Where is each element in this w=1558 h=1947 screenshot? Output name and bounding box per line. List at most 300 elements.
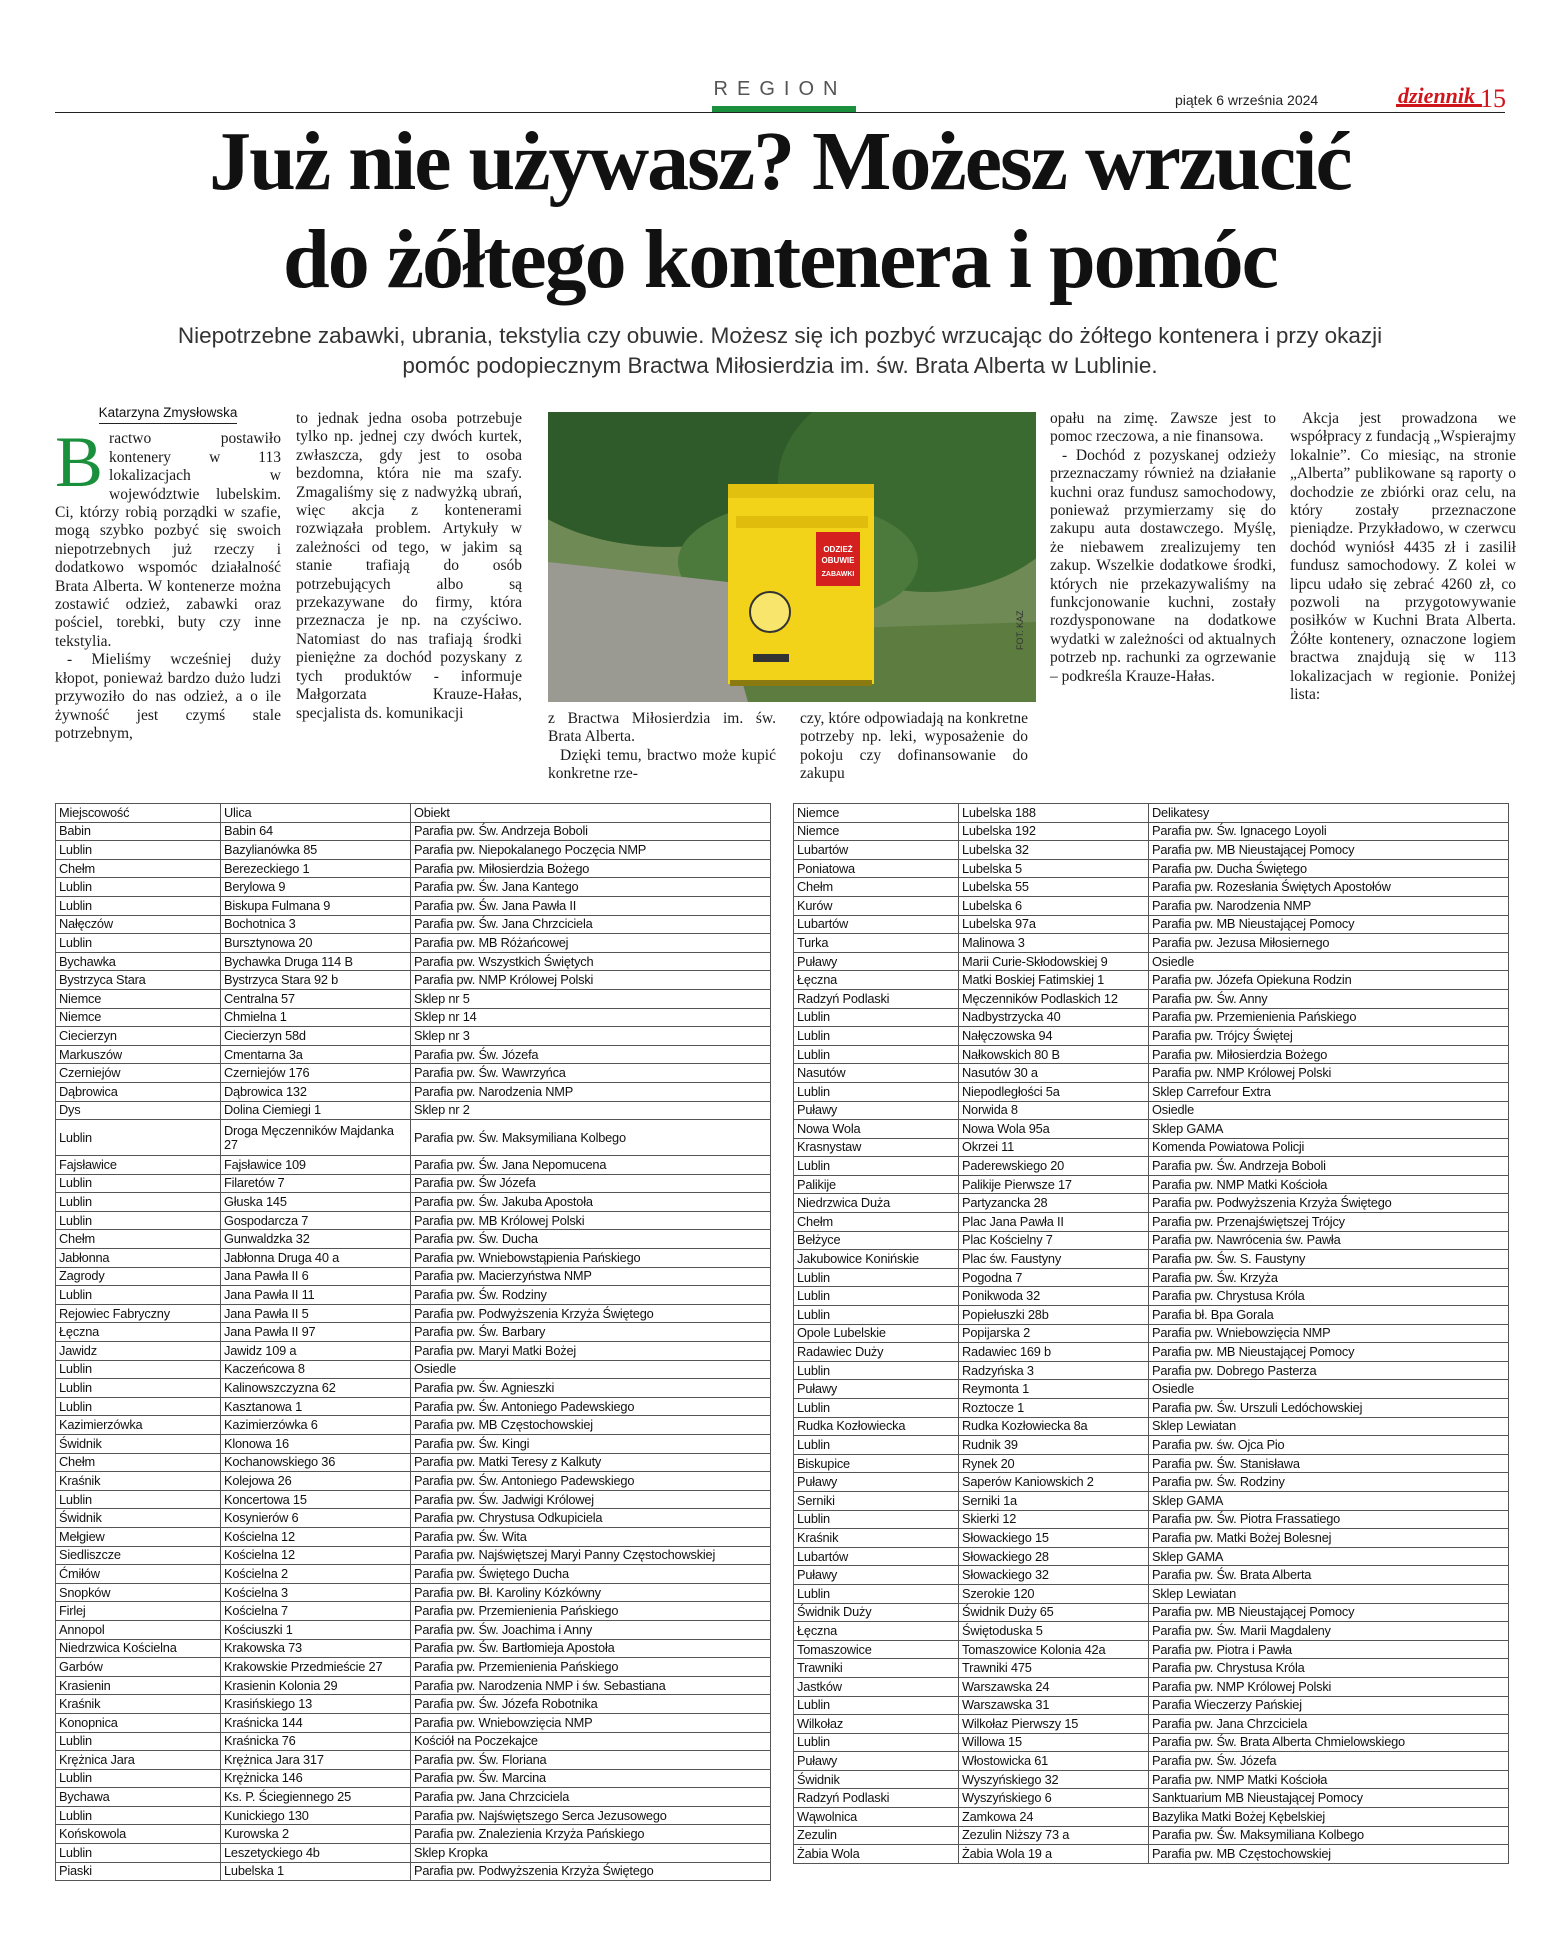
- cell-street: Marii Curie-Skłodowskiej 9: [959, 952, 1149, 971]
- cell-place: Sklep Kropka: [411, 1844, 771, 1863]
- cell-town: Niemce: [56, 1008, 221, 1027]
- table-row: [56, 1713, 771, 1732]
- cell-place: Parafia pw. Św. Andrzeja Boboli: [411, 822, 771, 841]
- cell-street: Głuska 145: [221, 1193, 411, 1212]
- cell-place: Parafia pw. Przemienienia Pańskiego: [411, 1602, 771, 1621]
- table-row: [794, 1120, 1509, 1139]
- cell-town: Piaski: [56, 1862, 221, 1881]
- cell-place: Parafia pw. Św. Jakuba Apostoła: [411, 1193, 771, 1212]
- cell-town: Lublin: [794, 1045, 959, 1064]
- table-row: [794, 1510, 1509, 1529]
- table-row: [794, 1008, 1509, 1027]
- cell-place: Parafia pw. Jana Chrzciciela: [1149, 1715, 1509, 1734]
- table-row: [794, 1027, 1509, 1046]
- cell-town: Wilkołaz: [794, 1715, 959, 1734]
- article-paragraph: to jednak jedna osoba potrzebuje tylko np. jednej czy dwóch kurtek, zwłaszcza, gdy jest to osoba bezdomna, która nie ma szafy. Zmagaliśmy się z nadwyżką ubrań, więc akcja z kontenerami rozwiązała problem. Artykuły w zależności od tego, w jakim są stanie trafiają do osób potrzebujących albo są przekazywane do firmy, która przeznacza je np. na czyściwo. Natomiast do nas trafiają środki pieniężne za dochód pozyskany z tych produktów - informuje Małgorzata Krauze-Hałas, specjalista ds. komunikacji: [296, 410, 522, 722]
- table-row: [794, 934, 1509, 953]
- cell-street: Wilkołaz Pierwszy 15: [959, 1715, 1149, 1734]
- cell-place: Parafia pw. Chrystusa Króla: [1149, 1659, 1509, 1678]
- cell-street: Rynek 20: [959, 1454, 1149, 1473]
- cell-town: Dąbrowica: [56, 1082, 221, 1101]
- cell-place: Parafia pw. Św. Maksymiliana Kolbego: [1149, 1826, 1509, 1845]
- article-column-5: [1050, 410, 1276, 686]
- cell-town: Lublin: [56, 1379, 221, 1398]
- cell-town: Lubartów: [794, 915, 959, 934]
- table-row: [56, 1249, 771, 1268]
- cell-place: Parafia pw. Narodzenia NMP: [1149, 896, 1509, 915]
- cell-street: Babin 64: [221, 822, 411, 841]
- cell-place: Parafia pw. Najświętszej Maryi Panny Częstochowskiej: [411, 1546, 771, 1565]
- cell-place: Parafia pw. Św. Antoniego Padewskiego: [411, 1472, 771, 1491]
- article-paragraph: Akcja jest prowadzona we współpracy z fundacją „Wspierajmy lokalnie”. Co miesiąc, na stronie „Alberta” publikowane są raporty o dochodzie ze zbiórki oraz celu, na który zostały przeznaczone pieniądze. Przykładowo, w czerwcu dochód wyniósł 4435 zł i zasilił fundusz samochodowy. Z kolei w lipcu udało się zebrać 4260 zł, co pozwoli na przygotowywanie posiłków w Kuchni Brata Alberta. Żółte kontenery, oznaczone logiem bractwa znajdują się w 113 lokalizacjach w regionie. Poniżej lista:: [1290, 410, 1516, 704]
- table-row: [56, 1676, 771, 1695]
- cell-street: Jabłonna Druga 40 a: [221, 1249, 411, 1268]
- cell-street: Kolejowa 26: [221, 1472, 411, 1491]
- cell-street: Rudka Kozłowiecka 8a: [959, 1417, 1149, 1436]
- cell-town: Opole Lubelskie: [794, 1324, 959, 1343]
- cell-place: Sklep Carrefour Extra: [1149, 1082, 1509, 1101]
- cell-town: Lublin: [56, 1120, 221, 1156]
- cell-place: Parafia pw. Św. Bartłomieja Apostoła: [411, 1639, 771, 1658]
- cell-place: Parafia pw. Miłosierdzia Bożego: [1149, 1045, 1509, 1064]
- cell-street: Ciecierzyn 58d: [221, 1027, 411, 1046]
- cell-town: Kazimierzówka: [56, 1416, 221, 1435]
- article-paragraph: opału na zimę. Zawsze jest to pomoc rzeczowa, a nie finansowa.: [1050, 410, 1276, 446]
- drop-cap: B: [55, 422, 104, 503]
- cell-street: Gunwaldzka 32: [221, 1230, 411, 1249]
- cell-town: Radzyń Podlaski: [794, 989, 959, 1008]
- cell-place: Parafia pw. Św. Piotra Frassatiego: [1149, 1510, 1509, 1529]
- cell-town: Lublin: [56, 1193, 221, 1212]
- cell-street: Centralna 57: [221, 989, 411, 1008]
- cell-town: Lubartów: [794, 841, 959, 860]
- cell-street: Krężnicka 146: [221, 1769, 411, 1788]
- cell-street: Kraśnicka 76: [221, 1732, 411, 1751]
- cell-town: Lubartów: [794, 1547, 959, 1566]
- cell-town: Świdnik: [56, 1509, 221, 1528]
- cell-place: Parafia pw. Św. Brata Alberta: [1149, 1566, 1509, 1585]
- cell-place: Parafia pw. Matki Bożej Bolesnej: [1149, 1529, 1509, 1548]
- cell-town: Niemce: [794, 822, 959, 841]
- cell-street: Krakowska 73: [221, 1639, 411, 1658]
- cell-place: Sklep GAMA: [1149, 1120, 1509, 1139]
- cell-town: Radawiec Duży: [794, 1343, 959, 1362]
- table-row: [794, 822, 1509, 841]
- cell-town: Niedrzwica Kościelna: [56, 1639, 221, 1658]
- table-row: [794, 1361, 1509, 1380]
- cell-place: Parafia pw. Św. Jana Chrzciciela: [411, 915, 771, 934]
- table-row: [56, 1267, 771, 1286]
- cell-place: Sklep Lewiatan: [1149, 1584, 1509, 1603]
- cell-town: Lublin: [56, 1211, 221, 1230]
- cell-street: Tomaszowice Kolonia 42a: [959, 1640, 1149, 1659]
- table-row: [794, 915, 1509, 934]
- table-row: [794, 1491, 1509, 1510]
- cell-place: Parafia pw. Podwyższenia Krzyża Świętego: [1149, 1194, 1509, 1213]
- table-row: [56, 1027, 771, 1046]
- table-row: [794, 1213, 1509, 1232]
- cell-street: Lubelska 188: [959, 804, 1149, 823]
- cell-street: Lubelska 1: [221, 1862, 411, 1881]
- article-paragraph: czy, które odpowiadają na konkretne potrzeby np. leki, wyposażenie do pokoju czy dofinansowanie do zakupu: [800, 710, 1028, 783]
- cell-town: Firlej: [56, 1602, 221, 1621]
- table-row: [794, 1157, 1509, 1176]
- table-row: [794, 1436, 1509, 1455]
- cell-town: Lublin: [794, 1268, 959, 1287]
- cell-street: Kościelna 2: [221, 1565, 411, 1584]
- cell-street: Jana Pawła II 11: [221, 1286, 411, 1305]
- cell-town: Chełm: [794, 1213, 959, 1232]
- cell-place: Sklep nr 14: [411, 1008, 771, 1027]
- cell-town: Chełm: [56, 1230, 221, 1249]
- cell-street: Fajsławice 109: [221, 1156, 411, 1175]
- cell-place: Parafia pw. Miłosierdzia Bożego: [411, 859, 771, 878]
- cell-street: Rudnik 39: [959, 1436, 1149, 1455]
- table-row: [56, 1379, 771, 1398]
- cell-street: Okrzei 11: [959, 1138, 1149, 1157]
- cell-street: Nadbystrzycka 40: [959, 1008, 1149, 1027]
- table-row: [56, 1453, 771, 1472]
- cell-street: Czerniejów 176: [221, 1064, 411, 1083]
- cell-street: Plac Kościelny 7: [959, 1231, 1149, 1250]
- table-row: [794, 1101, 1509, 1120]
- table-row: [794, 1082, 1509, 1101]
- cell-street: Kasztanowa 1: [221, 1397, 411, 1416]
- issue-date: piątek 6 września 2024: [1175, 92, 1319, 108]
- cell-town: Turka: [794, 934, 959, 953]
- cell-town: Puławy: [794, 1566, 959, 1585]
- cell-street: Palikije Pierwsze 17: [959, 1175, 1149, 1194]
- cell-town: Lublin: [794, 1361, 959, 1380]
- cell-town: Serniki: [794, 1491, 959, 1510]
- cell-street: Słowackiego 15: [959, 1529, 1149, 1548]
- cell-place: Parafia pw. Św. Stanisława: [1149, 1454, 1509, 1473]
- cell-town: Lublin: [794, 1399, 959, 1418]
- cell-street: Reymonta 1: [959, 1380, 1149, 1399]
- cell-place: Kościół na Poczekajce: [411, 1732, 771, 1751]
- cell-street: Lubelska 5: [959, 859, 1149, 878]
- cell-street: Dąbrowica 132: [221, 1082, 411, 1101]
- table-row: [794, 1194, 1509, 1213]
- table-row: [56, 1342, 771, 1361]
- table-row: [56, 1490, 771, 1509]
- table-row: [56, 1174, 771, 1193]
- cell-place: Parafia pw. MB Królowej Polski: [411, 1211, 771, 1230]
- cell-town: Kurów: [794, 896, 959, 915]
- cell-street: Nowa Wola 95a: [959, 1120, 1149, 1139]
- cell-place: Parafia pw. Maryi Matki Bożej: [411, 1342, 771, 1361]
- table-row: [56, 1008, 771, 1027]
- cell-street: Bazylianówka 85: [221, 841, 411, 860]
- cell-place: Parafia pw. MB Częstochowskiej: [411, 1416, 771, 1435]
- cell-place: Sklep nr 3: [411, 1027, 771, 1046]
- cell-place: Parafia pw. Św. Ducha: [411, 1230, 771, 1249]
- cell-place: Parafia pw. Św. Joachima i Anny: [411, 1620, 771, 1639]
- location-table-right: [793, 803, 1509, 1864]
- table-row: [794, 1770, 1509, 1789]
- table-row: [56, 1788, 771, 1807]
- cell-street: Roztocze 1: [959, 1399, 1149, 1418]
- container-slot: [736, 516, 868, 528]
- cell-town: Lublin: [56, 1286, 221, 1305]
- cell-street: Kurowska 2: [221, 1825, 411, 1844]
- cell-town: Lublin: [794, 1733, 959, 1752]
- cell-place: Parafia pw. MB Różańcowej: [411, 934, 771, 953]
- cell-street: Radzyńska 3: [959, 1361, 1149, 1380]
- cell-place: Sklep GAMA: [1149, 1547, 1509, 1566]
- table-row: [794, 1175, 1509, 1194]
- cell-town: Lublin: [794, 1306, 959, 1325]
- cell-place: Parafia pw. Św. Jadwigi Królowej: [411, 1490, 771, 1509]
- cell-street: Krężnica Jara 317: [221, 1751, 411, 1770]
- cell-place: Parafia pw. Św. Jana Pawła II: [411, 896, 771, 915]
- cell-town: Rudka Kozłowiecka: [794, 1417, 959, 1436]
- table-row: [56, 1751, 771, 1770]
- cell-town: Lublin: [56, 1844, 221, 1863]
- table-row: [794, 1138, 1509, 1157]
- cell-place: Parafia pw. Św. Kingi: [411, 1435, 771, 1454]
- section-label: REGION: [713, 78, 847, 100]
- cell-street: Gospodarcza 7: [221, 1211, 411, 1230]
- headline-line-1: Już nie używasz? Możesz wrzucić: [209, 115, 1351, 208]
- cell-town: Łęczna: [794, 971, 959, 990]
- cell-street: Lubelska 32: [959, 841, 1149, 860]
- table-row: [56, 1806, 771, 1825]
- cell-town: Lublin: [56, 841, 221, 860]
- table-row: [56, 1435, 771, 1454]
- cell-street: Warszawska 31: [959, 1696, 1149, 1715]
- table-row: [56, 971, 771, 990]
- table-row: [56, 1583, 771, 1602]
- cell-place: Sklep GAMA: [1149, 1491, 1509, 1510]
- table-row: [794, 1640, 1509, 1659]
- table-row: [56, 1639, 771, 1658]
- article-column-3: [548, 710, 776, 784]
- table-row: [794, 1306, 1509, 1325]
- table-row: [56, 1397, 771, 1416]
- cell-town: Biskupice: [794, 1454, 959, 1473]
- article-column-2: [296, 410, 522, 723]
- cell-street: Kościelna 3: [221, 1583, 411, 1602]
- cell-town: Tomaszowice: [794, 1640, 959, 1659]
- cell-street: Jawidz 109 a: [221, 1342, 411, 1361]
- cell-place: Parafia pw. NMP Królowej Polski: [411, 971, 771, 990]
- cell-street: Biskupa Fulmana 9: [221, 896, 411, 915]
- cell-town: Krasienin: [56, 1676, 221, 1695]
- cell-street: Cmentarna 3a: [221, 1045, 411, 1064]
- cell-street: Ks. P. Ściegiennego 25: [221, 1788, 411, 1807]
- cell-town: Lublin: [794, 1436, 959, 1455]
- photo-credit: FOT. KAZ: [1015, 610, 1025, 650]
- cell-place: Delikatesy: [1149, 804, 1509, 823]
- cell-town: Siedliszcze: [56, 1546, 221, 1565]
- cell-street: Kościelna 12: [221, 1527, 411, 1546]
- cell-town: Palikije: [794, 1175, 959, 1194]
- cell-town: Bychawka: [56, 952, 221, 971]
- cell-town: Puławy: [794, 1380, 959, 1399]
- photo-svg: [548, 412, 1036, 702]
- cell-place: Parafia pw. Piotra i Pawła: [1149, 1640, 1509, 1659]
- cell-street: Słowackiego 32: [959, 1566, 1149, 1585]
- cell-town: Babin: [56, 822, 221, 841]
- table-row: [56, 1064, 771, 1083]
- cell-street: Kosynierów 6: [221, 1509, 411, 1528]
- cell-town: Lublin: [794, 1696, 959, 1715]
- cell-place: Parafia pw. Wniebowstąpienia Pańskiego: [411, 1249, 771, 1268]
- cell-place: Parafia pw. Nawrócenia św. Pawła: [1149, 1231, 1509, 1250]
- cell-street: Nałkowskich 80 B: [959, 1045, 1149, 1064]
- table-row: [56, 1472, 771, 1491]
- cell-place: Osiedle: [1149, 1380, 1509, 1399]
- cell-town: Poniatowa: [794, 859, 959, 878]
- cell-street: Trawniki 475: [959, 1659, 1149, 1678]
- cell-place: Parafia pw. Najświętszego Serca Jezusowego: [411, 1806, 771, 1825]
- table-row: [56, 1509, 771, 1528]
- cell-place: Osiedle: [411, 1360, 771, 1379]
- byline: Katarzyna Zmysłowska: [99, 404, 238, 424]
- cell-street: Berylowa 9: [221, 878, 411, 897]
- cell-town: Bychawa: [56, 1788, 221, 1807]
- cell-town: Kraśnik: [794, 1529, 959, 1548]
- cell-street: Zamkowa 24: [959, 1808, 1149, 1827]
- cell-street: Kościuszki 1: [221, 1620, 411, 1639]
- table-row: [794, 1845, 1509, 1864]
- cell-street: Niepodległości 5a: [959, 1082, 1149, 1101]
- cell-town: Niedrzwica Duża: [794, 1194, 959, 1213]
- cell-town: Ciecierzyn: [56, 1027, 221, 1046]
- cell-street: Kaczeńcowa 8: [221, 1360, 411, 1379]
- table-row: [56, 915, 771, 934]
- cell-street: Świętoduska 5: [959, 1622, 1149, 1641]
- cell-place: Parafia pw. Św. Anny: [1149, 989, 1509, 1008]
- cell-street: Nałęczowska 94: [959, 1027, 1149, 1046]
- cell-street: Chmielna 1: [221, 1008, 411, 1027]
- table-row: [794, 1064, 1509, 1083]
- cell-place: Parafia pw. Św. Marcina: [411, 1769, 771, 1788]
- cell-place: Parafia pw. Św. Krzyża: [1149, 1268, 1509, 1287]
- cell-town: Puławy: [794, 1473, 959, 1492]
- cell-place: Parafia pw. Jana Chrzciciela: [411, 1788, 771, 1807]
- cell-street: Słowackiego 28: [959, 1547, 1149, 1566]
- cell-street: Kalinowszczyzna 62: [221, 1379, 411, 1398]
- cell-town: Lublin: [794, 1584, 959, 1603]
- cell-street: Dolina Ciemiegi 1: [221, 1101, 411, 1120]
- cell-place: Sklep Lewiatan: [1149, 1417, 1509, 1436]
- cell-place: Parafia pw. Jezusa Miłosiernego: [1149, 934, 1509, 953]
- table-row: [794, 1287, 1509, 1306]
- cell-place: Parafia pw. Św. Rodziny: [1149, 1473, 1509, 1492]
- cell-place: Parafia pw. Macierzyństwa NMP: [411, 1267, 771, 1286]
- cell-street: Bochotnica 3: [221, 915, 411, 934]
- table-row: [56, 1286, 771, 1305]
- table-row: [56, 822, 771, 841]
- cell-place: Parafia pw. MB Nieustającej Pomocy: [1149, 915, 1509, 934]
- cell-town: Garbów: [56, 1658, 221, 1677]
- cell-street: Paderewskiego 20: [959, 1157, 1149, 1176]
- cell-place: Parafia Wieczerzy Pańskiej: [1149, 1696, 1509, 1715]
- cell-place: Parafia pw. Św. Wawrzyńca: [411, 1064, 771, 1083]
- container-logo: [750, 592, 790, 632]
- cell-town: Chełm: [56, 859, 221, 878]
- cell-town: Radzyń Podlaski: [794, 1789, 959, 1808]
- cell-town: Świdnik Duży: [794, 1603, 959, 1622]
- table-row: [56, 1045, 771, 1064]
- table-row: [56, 1082, 771, 1101]
- cell-place: Parafia pw. Chrystusa Odkupiciela: [411, 1509, 771, 1528]
- article-column-4: [800, 710, 1028, 784]
- cell-street: Willowa 15: [959, 1733, 1149, 1752]
- lead-line-2: pomóc podopiecznym Bractwa Miłosierdzia im. św. Brata Alberta w Lublinie.: [402, 353, 1158, 378]
- table-row: [794, 1473, 1509, 1492]
- table-row: [56, 1825, 771, 1844]
- cell-place: Sanktuarium MB Nieustającej Pomocy: [1149, 1789, 1509, 1808]
- table-row: [56, 934, 771, 953]
- cell-place: Parafia pw. Bł. Karoliny Kózkówny: [411, 1583, 771, 1602]
- table-row: [794, 1268, 1509, 1287]
- cell-town: Chełm: [794, 878, 959, 897]
- cell-town: Nasutów: [794, 1064, 959, 1083]
- cell-place: Parafia pw. Trójcy Świętej: [1149, 1027, 1509, 1046]
- cell-street: Malinowa 3: [959, 934, 1149, 953]
- cell-town: Świdnik: [56, 1435, 221, 1454]
- cell-street: Saperów Kaniowskich 2: [959, 1473, 1149, 1492]
- logo-text: dziennik: [1398, 83, 1476, 108]
- page-number: 15: [1480, 84, 1506, 113]
- cell-place: Parafia pw. Podwyższenia Krzyża Świętego: [411, 1304, 771, 1323]
- cell-town: Nowa Wola: [794, 1120, 959, 1139]
- cell-place: Parafia pw. NMP Matki Kościoła: [1149, 1770, 1509, 1789]
- cell-place: Parafia pw. Wszystkich Świętych: [411, 952, 771, 971]
- cell-town: Lublin: [794, 1082, 959, 1101]
- cell-town: Lublin: [56, 1732, 221, 1751]
- cell-town: Mełgiew: [56, 1527, 221, 1546]
- cell-street: Jana Pawła II 97: [221, 1323, 411, 1342]
- table-row: [794, 1808, 1509, 1827]
- cell-place: Parafia pw. Ducha Świętego: [1149, 859, 1509, 878]
- cell-town: Lublin: [794, 1008, 959, 1027]
- table-row: [794, 1659, 1509, 1678]
- location-table-left: [55, 803, 771, 1881]
- cell-place: Parafia pw. MB Nieustającej Pomocy: [1149, 841, 1509, 860]
- cell-place: Parafia pw. Wniebowzięcia NMP: [411, 1713, 771, 1732]
- cell-place: Parafia pw. Świętego Ducha: [411, 1565, 771, 1584]
- cell-place: Parafia pw. Św. Maksymiliana Kolbego: [411, 1120, 771, 1156]
- cell-street: Filaretów 7: [221, 1174, 411, 1193]
- cell-street: Ulica: [221, 804, 411, 823]
- cell-place: Parafia pw. MB Częstochowskiej: [1149, 1845, 1509, 1864]
- cell-place: Parafia pw. Św. Józefa: [1149, 1752, 1509, 1771]
- cell-street: Berezeckiego 1: [221, 859, 411, 878]
- cell-place: Parafia pw. Św. Jana Nepomucena: [411, 1156, 771, 1175]
- table-row: [56, 1602, 771, 1621]
- table-row: [56, 1360, 771, 1379]
- table-row: [794, 1677, 1509, 1696]
- cell-town: Jabłonna: [56, 1249, 221, 1268]
- cell-place: Parafia pw. Św. Józefa: [411, 1045, 771, 1064]
- article-paragraph: ractwo postawiło kontenery w 113 lokalizacjach w województwie lubelskim. Ci, którzy robią porządki w szafie, mogą szybko pozbyć się swoich niepotrzebnych już rzeczy i dodatkowo wspomóc działalność Brata Alberta. W kontenerze można zostawić odzież, zabawki oraz pościel, torebki, buty czy inne tekstylia.: [55, 430, 281, 650]
- table-row: [794, 1529, 1509, 1548]
- table-row: [794, 952, 1509, 971]
- cell-place: Parafia pw. Św. Urszuli Ledóchowskiej: [1149, 1399, 1509, 1418]
- cell-street: Ponikwoda 32: [959, 1287, 1149, 1306]
- container-handle: [753, 654, 789, 662]
- cell-town: Czerniejów: [56, 1064, 221, 1083]
- cell-town: Żabia Wola: [794, 1845, 959, 1864]
- cell-town: Końskowola: [56, 1825, 221, 1844]
- cell-town: Niemce: [56, 989, 221, 1008]
- table-row: [794, 1733, 1509, 1752]
- table-row: [794, 878, 1509, 897]
